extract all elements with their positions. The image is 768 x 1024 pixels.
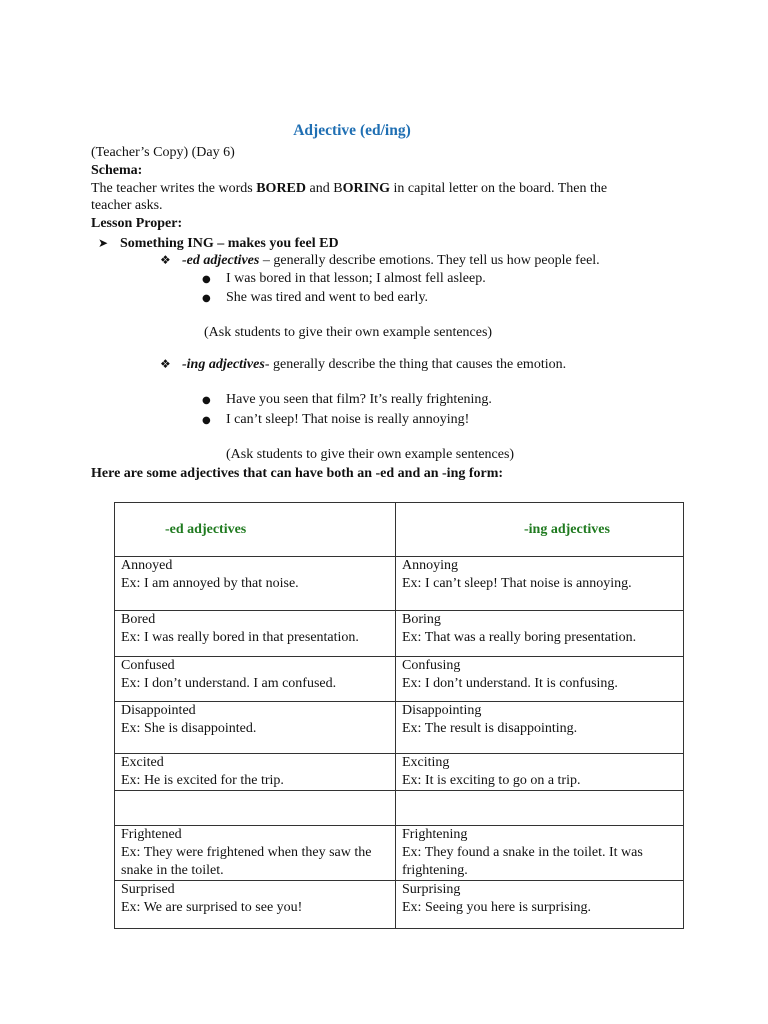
list-item [202, 289, 428, 308]
example-text: She was tired and went to bed early. [226, 290, 429, 305]
ed-adjectives-point [160, 251, 600, 270]
ing-example: Ex: The result is disappointing. [402, 721, 578, 736]
table-row [115, 557, 684, 611]
arrow-bullet-icon: ➤ [98, 236, 109, 250]
ing-word: Frightening [402, 827, 468, 842]
ing-word: Confusing [402, 658, 461, 673]
table-row [115, 611, 684, 657]
ed-example: Ex: I was really bored in that presentation. [121, 630, 359, 645]
bullet-icon: ● [202, 293, 211, 304]
schema-word-bored: BORED [256, 181, 307, 196]
table-row [115, 826, 684, 881]
subtitle: (Teacher’s Copy) (Day 6) [91, 145, 235, 160]
ing-desc: - generally describe the thing that causes the emotion. [264, 357, 567, 372]
ed-cell [115, 557, 396, 611]
ed-word: Surprised [121, 882, 175, 897]
schema-text-line-2: teacher asks. [91, 198, 163, 213]
ing-cell [396, 754, 684, 791]
lesson-heading: Lesson Proper: [91, 216, 183, 231]
bullet-icon: ● [202, 274, 211, 285]
ed-word: Excited [121, 755, 164, 770]
document-title: Adjective (ed/ing) [293, 122, 411, 139]
schema-word-boring: ORING [342, 181, 391, 196]
ing-cell [396, 826, 684, 881]
schema-heading: Schema: [91, 163, 143, 178]
ing-word: Exciting [402, 755, 450, 770]
ed-cell [115, 657, 396, 702]
adjective-table [114, 502, 684, 929]
ed-word: Confused [121, 658, 175, 673]
schema-text-part: in capital letter on the board. Then the [390, 181, 608, 196]
ing-cell [396, 881, 684, 929]
ing-example: Ex: It is exciting to go on a trip. [402, 773, 581, 788]
ing-cell [396, 611, 684, 657]
ing-example: Ex: That was a really boring presentation. [402, 630, 637, 645]
ed-word: Disappointed [121, 703, 196, 718]
ed-term: -ed adjectives [182, 253, 260, 268]
ed-example: Ex: I am annoyed by that noise. [121, 576, 299, 591]
bullet-icon: ● [202, 415, 211, 426]
list-item [202, 391, 492, 410]
table-row [115, 791, 684, 826]
table-row [115, 881, 684, 929]
schema-text-line-1 [91, 180, 607, 198]
schema-text-part: The teacher writes the words [91, 181, 257, 196]
ed-example: Ex: I don’t understand. I am confused. [121, 676, 337, 691]
ed-word: Frightened [121, 827, 182, 842]
ing-cell [396, 557, 684, 611]
ing-cell [396, 702, 684, 754]
ed-cell [115, 826, 396, 881]
table-header-row [115, 503, 684, 557]
ing-prompt: (Ask students to give their own example sentences) [226, 447, 515, 462]
table-row [115, 702, 684, 754]
ed-cell [115, 702, 396, 754]
table-row [115, 754, 684, 791]
example-text: Have you seen that film? It’s really frightening. [226, 392, 492, 407]
ed-cell [115, 611, 396, 657]
ing-example: Ex: They found a snake in the toilet. It was frightening. [402, 845, 643, 878]
column-header-ed: -ed adjectives [115, 503, 396, 557]
diamond-bullet-icon: ❖ [160, 253, 171, 267]
ed-example: Ex: She is disappointed. [121, 721, 257, 736]
main-point-text: Something ING – makes you feel ED [120, 236, 339, 251]
ed-prompt: (Ask students to give their own example sentences) [204, 325, 493, 340]
ed-cell [115, 791, 396, 826]
ed-word: Annoyed [121, 558, 173, 573]
ing-adjectives-point [160, 355, 566, 374]
list-item [202, 270, 486, 289]
diamond-bullet-icon: ❖ [160, 357, 171, 371]
ed-word: Bored [121, 612, 156, 627]
ed-example: Ex: He is excited for the trip. [121, 773, 284, 788]
example-text: I can’t sleep! That noise is really annoying! [226, 412, 470, 427]
ing-cell [396, 657, 684, 702]
ed-cell [115, 754, 396, 791]
table-row [115, 657, 684, 702]
ing-example: Ex: I don’t understand. It is confusing. [402, 676, 618, 691]
bullet-icon: ● [202, 395, 211, 406]
schema-text-part: and B [306, 181, 343, 196]
ed-example: Ex: They were frightened when they saw the snake in the toilet. [121, 845, 372, 878]
ing-word: Surprising [402, 882, 461, 897]
ed-example: Ex: We are surprised to see you! [121, 900, 303, 915]
ed-desc: – generally describe emotions. They tell us how people feel. [259, 253, 600, 268]
ing-example: Ex: I can’t sleep! That noise is annoying. [402, 576, 632, 591]
ing-cell [396, 791, 684, 826]
list-item [202, 411, 469, 430]
ing-word: Disappointing [402, 703, 482, 718]
example-text: I was bored in that lesson; I almost fell asleep. [226, 271, 486, 286]
ing-example: Ex: Seeing you here is surprising. [402, 900, 591, 915]
ing-word: Boring [402, 612, 441, 627]
ed-cell [115, 881, 396, 929]
ing-term: -ing adjectives [182, 357, 265, 372]
column-header-ing: -ing adjectives [396, 503, 684, 557]
ing-word: Annoying [402, 558, 458, 573]
table-intro: Here are some adjectives that can have both an -ed and an -ing form: [91, 466, 504, 481]
